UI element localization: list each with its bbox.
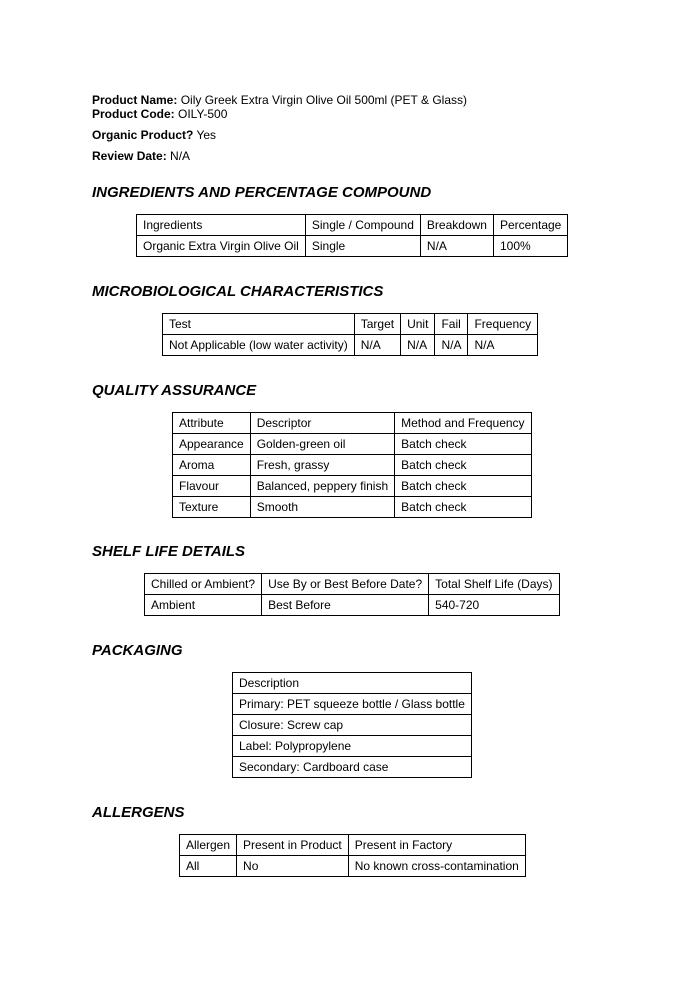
table-cell: Ambient [145,595,262,616]
table-cell: Batch check [395,497,531,518]
table-header-row [233,673,472,694]
table-header-row [137,215,568,236]
table-cell: Aroma [173,455,251,476]
table-cell: Texture [173,497,251,518]
quality-heading: QUALITY ASSURANCE [92,382,257,399]
table-row [145,595,560,616]
table-cell: Balanced, peppery finish [250,476,394,497]
header-cell: Fail [435,314,468,335]
table-cell: Smooth [250,497,394,518]
header-cell: Test [163,314,355,335]
quality-table [172,412,532,518]
table-cell: Single [305,236,420,257]
table-row [173,497,532,518]
table-cell: Closure: Screw cap [233,715,472,736]
product-name-line [92,93,467,107]
packaging-heading: PACKAGING [92,642,183,659]
header-cell: Ingredients [137,215,306,236]
table-header-row [145,574,560,595]
table-cell: N/A [420,236,493,257]
table-row [137,236,568,257]
shelf-life-table [144,573,560,616]
table-cell: N/A [435,335,468,356]
table-cell: 100% [493,236,567,257]
header-cell: Single / Compound [305,215,420,236]
table-cell: Batch check [395,455,531,476]
table-row [173,476,532,497]
shelf-life-heading: SHELF LIFE DETAILS [92,543,246,560]
table-row [173,455,532,476]
header-cell: Descriptor [250,413,394,434]
table-cell: Batch check [395,476,531,497]
table-cell: 540-720 [429,595,559,616]
organic-label: Organic Product? [92,128,194,142]
header-cell: Breakdown [420,215,493,236]
product-code-value: OILY-500 [178,107,228,121]
table-cell: Best Before [262,595,429,616]
table-cell: N/A [468,335,538,356]
table-header-row [173,413,532,434]
organic-line [92,128,216,142]
allergens-heading: ALLERGENS [92,804,185,821]
table-row [233,736,472,757]
header-cell: Allergen [180,835,237,856]
table-cell: Not Applicable (low water activity) [163,335,355,356]
table-cell: Fresh, grassy [250,455,394,476]
header-cell: Frequency [468,314,538,335]
table-cell: No known cross-contamination [348,856,525,877]
table-row [180,856,526,877]
micro-heading: MICROBIOLOGICAL CHARACTERISTICS [92,283,384,300]
table-cell: Primary: PET squeeze bottle / Glass bottle [233,694,472,715]
table-cell: Organic Extra Virgin Olive Oil [137,236,306,257]
micro-table [162,313,538,356]
table-cell: Label: Polypropylene [233,736,472,757]
review-date-value: N/A [170,149,191,163]
header-cell: Present in Product [237,835,349,856]
header-cell: Chilled or Ambient? [145,574,262,595]
product-code-line [92,107,227,121]
table-cell: Golden-green oil [250,434,394,455]
table-header-row [180,835,526,856]
header-cell: Method and Frequency [395,413,531,434]
table-cell: Appearance [173,434,251,455]
table-cell: N/A [354,335,400,356]
packaging-table [232,672,472,778]
table-row [233,694,472,715]
ingredients-table [136,214,568,257]
header-cell: Percentage [493,215,567,236]
header-cell: Attribute [173,413,251,434]
table-row [173,434,532,455]
product-name-value: Oily Greek Extra Virgin Olive Oil 500ml (PET & Glass) [180,93,468,107]
table-row [233,757,472,778]
header-cell: Use By or Best Before Date? [262,574,429,595]
table-header-row [163,314,538,335]
table-row [163,335,538,356]
table-cell: Secondary: Cardboard case [233,757,472,778]
header-cell: Target [354,314,400,335]
review-date-line [92,149,190,163]
header-cell: Present in Factory [348,835,525,856]
organic-value: Yes [196,128,217,142]
table-row [233,715,472,736]
table-cell: Flavour [173,476,251,497]
table-cell: All [180,856,237,877]
table-cell: No [237,856,349,877]
allergens-table [179,834,526,877]
header-cell: Total Shelf Life (Days) [429,574,559,595]
header-cell: Description [233,673,472,694]
product-code-label: Product Code: [92,107,175,121]
ingredients-heading: INGREDIENTS AND PERCENTAGE COMPOUND [92,184,432,201]
review-date-label: Review Date: [92,149,167,163]
header-cell: Unit [401,314,435,335]
table-cell: Batch check [395,434,531,455]
table-cell: N/A [401,335,435,356]
product-name-label: Product Name: [92,93,178,107]
